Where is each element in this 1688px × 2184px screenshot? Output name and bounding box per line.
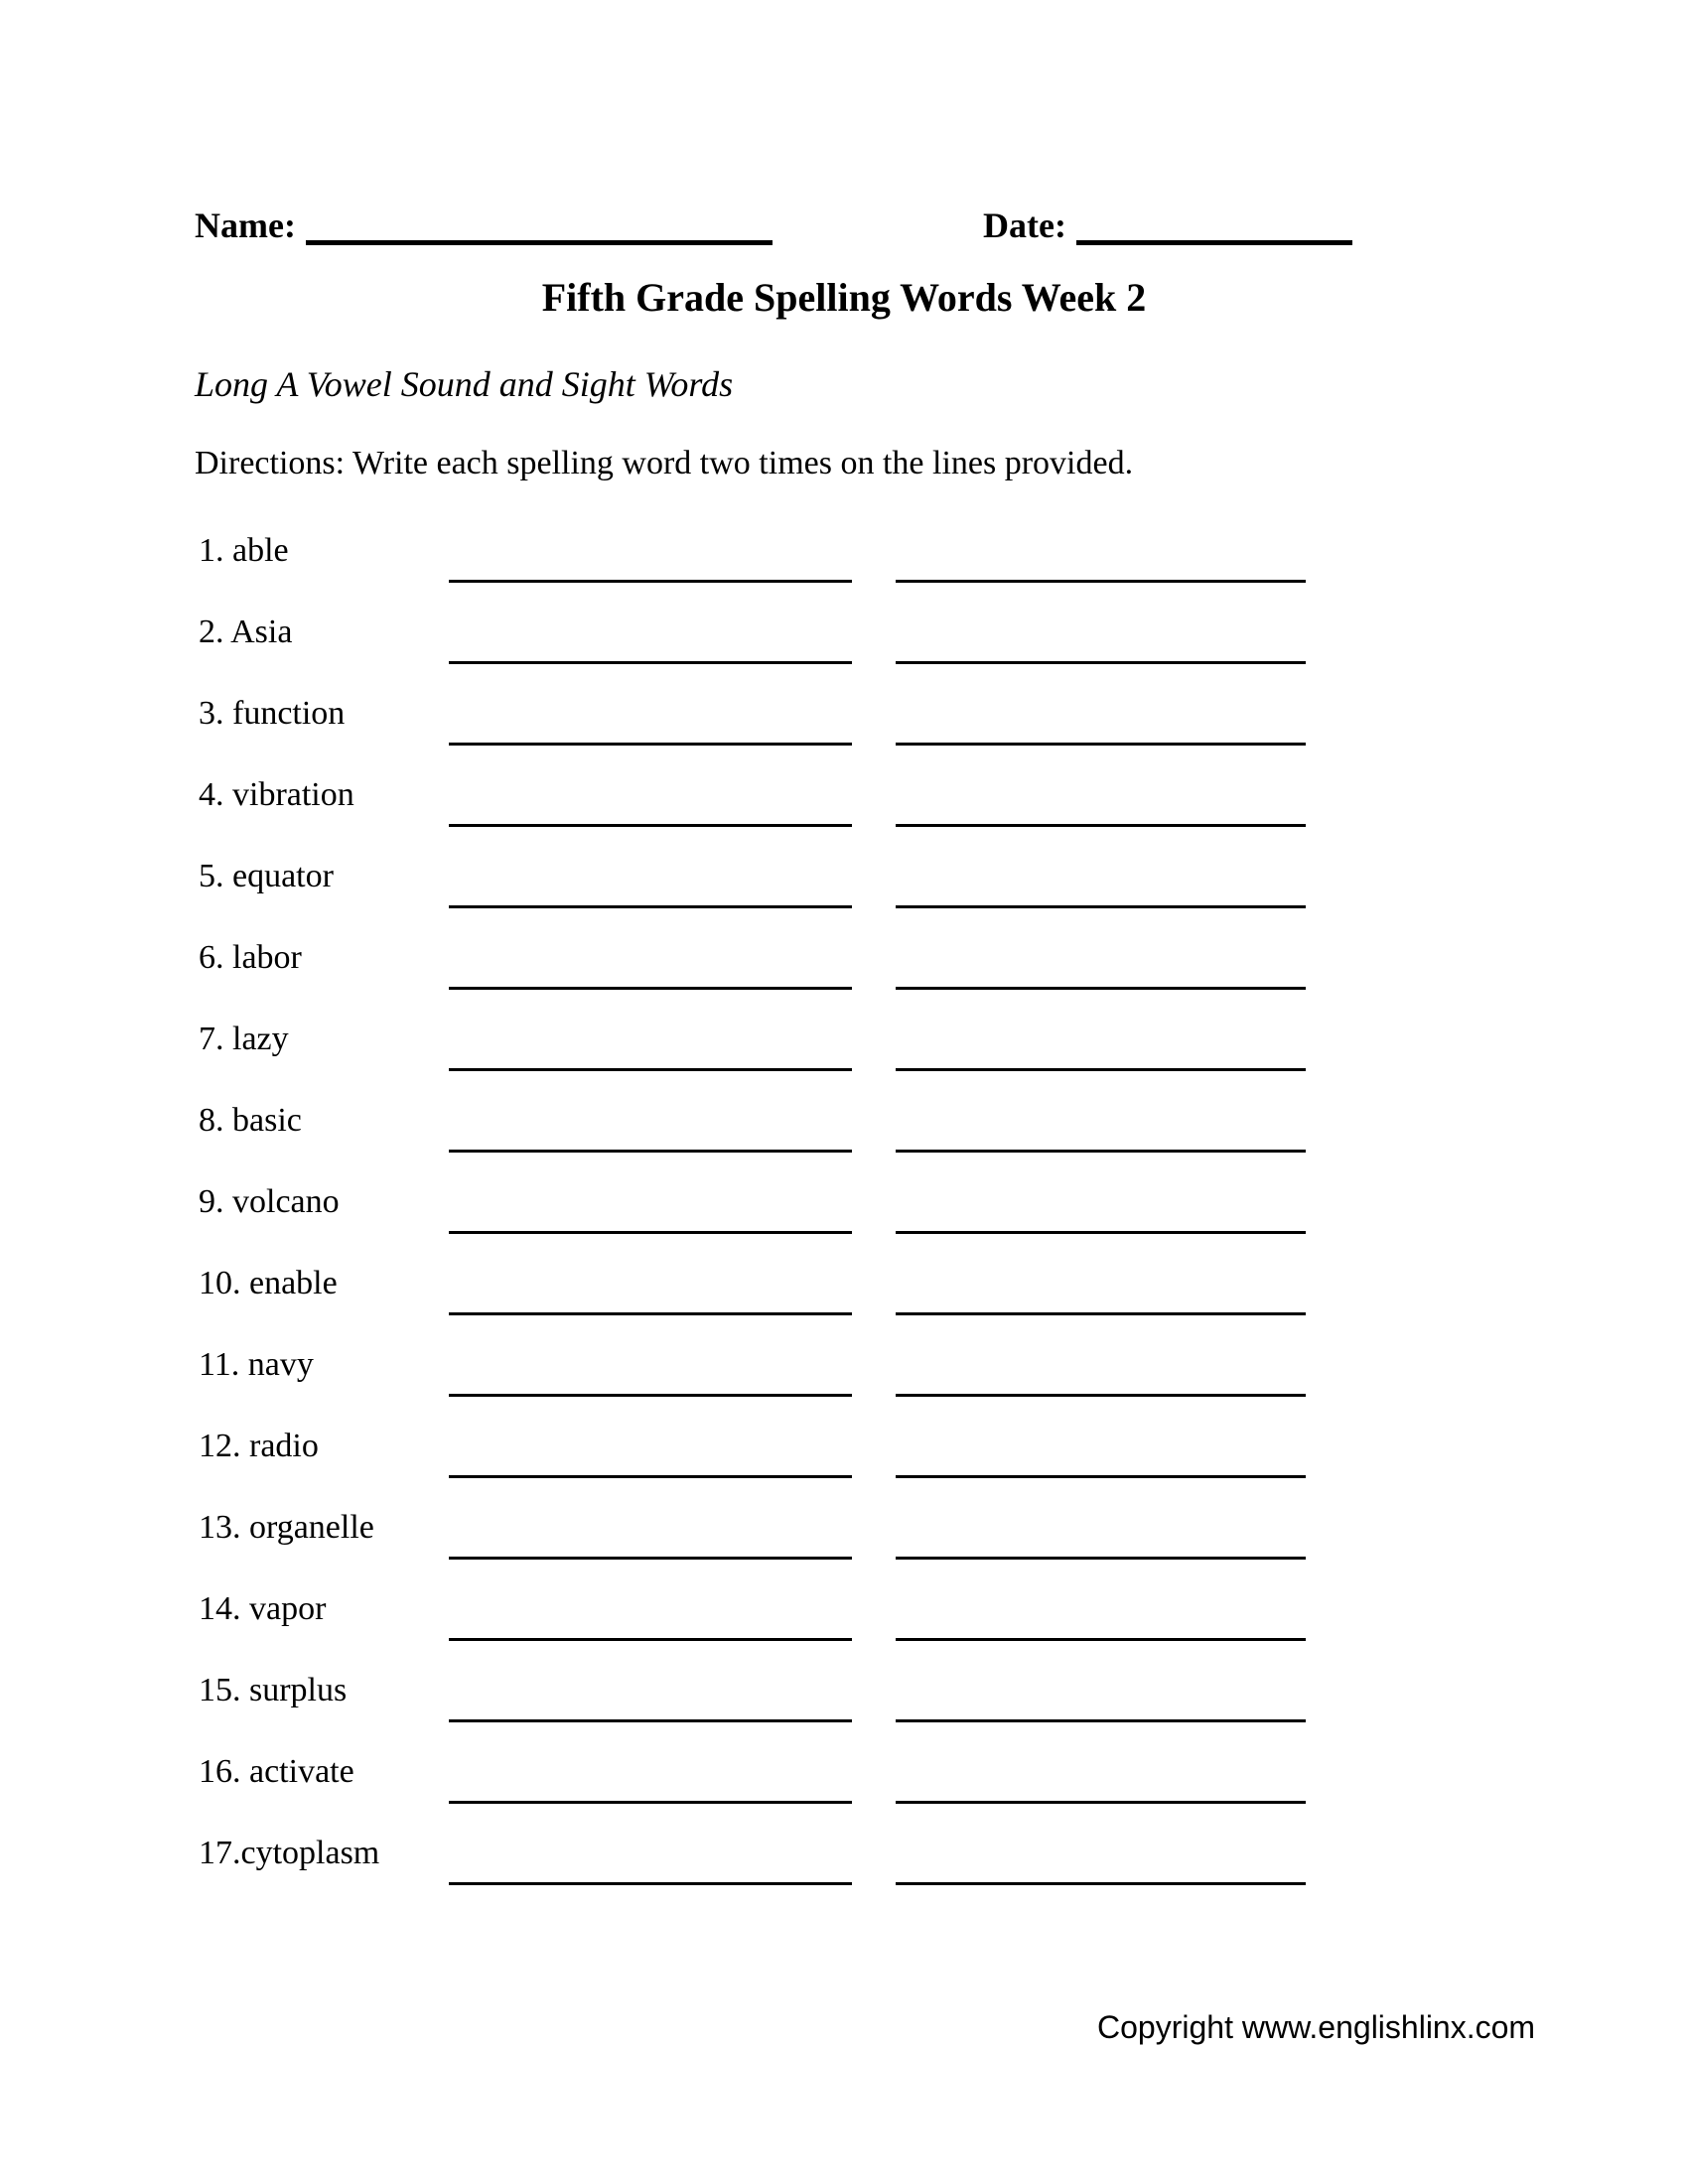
spelling-item-row bbox=[0, 1346, 1688, 1428]
writing-line-1[interactable] bbox=[449, 874, 852, 908]
spelling-word-label: 12. radio bbox=[199, 1428, 319, 1464]
spelling-word-label: 11. navy bbox=[199, 1346, 314, 1383]
spelling-word-label: 16. activate bbox=[199, 1753, 354, 1790]
writing-line-2[interactable] bbox=[896, 874, 1306, 908]
spelling-item-row bbox=[0, 695, 1688, 776]
writing-line-2[interactable] bbox=[896, 1525, 1306, 1560]
writing-line-2[interactable] bbox=[896, 1443, 1306, 1478]
page-title: Fifth Grade Spelling Words Week 2 bbox=[541, 275, 1147, 320]
spelling-item-row bbox=[0, 532, 1688, 614]
spelling-word-label: 4. vibration bbox=[199, 776, 354, 813]
spelling-word-label: 10. enable bbox=[199, 1265, 338, 1301]
spelling-word-label: 9. volcano bbox=[199, 1183, 340, 1220]
spelling-item-row bbox=[0, 1590, 1688, 1672]
writing-line-1[interactable] bbox=[449, 1281, 852, 1315]
writing-line-1[interactable] bbox=[449, 711, 852, 746]
writing-line-1[interactable] bbox=[449, 1443, 852, 1478]
writing-line-1[interactable] bbox=[449, 1118, 852, 1153]
directions-text: Directions: Write each spelling word two times on the lines provided. bbox=[195, 445, 1134, 481]
writing-line-2[interactable] bbox=[896, 1199, 1306, 1234]
writing-line-1[interactable] bbox=[449, 1606, 852, 1641]
spelling-word-label: 8. basic bbox=[199, 1102, 302, 1139]
spelling-word-list bbox=[0, 532, 1688, 1916]
spelling-word-label: 6. labor bbox=[199, 939, 302, 976]
spelling-item-row bbox=[0, 1265, 1688, 1346]
writing-line-1[interactable] bbox=[449, 1362, 852, 1397]
writing-line-2[interactable] bbox=[896, 1688, 1306, 1722]
spelling-word-label: 13. organelle bbox=[199, 1509, 374, 1546]
writing-line-1[interactable] bbox=[449, 1036, 852, 1071]
date-field-group bbox=[983, 197, 1352, 246]
spelling-item-row bbox=[0, 1102, 1688, 1183]
writing-line-1[interactable] bbox=[449, 548, 852, 583]
writing-line-2[interactable] bbox=[896, 1850, 1306, 1885]
spelling-item-row bbox=[0, 614, 1688, 695]
writing-line-2[interactable] bbox=[896, 1281, 1306, 1315]
spelling-word-label: 7. lazy bbox=[199, 1021, 289, 1057]
header-row bbox=[0, 197, 1688, 256]
spelling-word-label: 14. vapor bbox=[199, 1590, 327, 1627]
spelling-item-row bbox=[0, 858, 1688, 939]
spelling-word-label: 2. Asia bbox=[199, 614, 293, 650]
name-blank-line[interactable] bbox=[306, 205, 773, 245]
spelling-item-row bbox=[0, 1183, 1688, 1265]
writing-line-1[interactable] bbox=[449, 1199, 852, 1234]
writing-line-2[interactable] bbox=[896, 1036, 1306, 1071]
writing-line-2[interactable] bbox=[896, 1769, 1306, 1804]
spelling-item-row bbox=[0, 1672, 1688, 1753]
lesson-subtitle: Long A Vowel Sound and Sight Words bbox=[195, 364, 734, 404]
writing-line-2[interactable] bbox=[896, 1362, 1306, 1397]
writing-line-1[interactable] bbox=[449, 955, 852, 990]
spelling-word-label: 3. function bbox=[199, 695, 346, 732]
spelling-item-row bbox=[0, 1835, 1688, 1916]
writing-line-1[interactable] bbox=[449, 629, 852, 664]
name-field-group bbox=[195, 197, 773, 246]
spelling-word-label: 15. surplus bbox=[199, 1672, 348, 1708]
writing-line-1[interactable] bbox=[449, 792, 852, 827]
writing-line-2[interactable] bbox=[896, 711, 1306, 746]
spelling-item-row bbox=[0, 939, 1688, 1021]
spelling-word-label: 17.cytoplasm bbox=[199, 1835, 380, 1871]
writing-line-1[interactable] bbox=[449, 1850, 852, 1885]
writing-line-2[interactable] bbox=[896, 955, 1306, 990]
writing-line-2[interactable] bbox=[896, 1606, 1306, 1641]
writing-line-2[interactable] bbox=[896, 792, 1306, 827]
copyright-text: Copyright www.englishlinx.com bbox=[1097, 2009, 1536, 2045]
spelling-item-row bbox=[0, 1428, 1688, 1509]
spelling-item-row bbox=[0, 1509, 1688, 1590]
name-label: Name: bbox=[195, 205, 296, 245]
date-blank-line[interactable] bbox=[1076, 205, 1352, 245]
date-label: Date: bbox=[983, 205, 1066, 245]
spelling-item-row bbox=[0, 776, 1688, 858]
writing-line-1[interactable] bbox=[449, 1769, 852, 1804]
spelling-word-label: 1. able bbox=[199, 532, 289, 569]
writing-line-1[interactable] bbox=[449, 1525, 852, 1560]
writing-line-1[interactable] bbox=[449, 1688, 852, 1722]
writing-line-2[interactable] bbox=[896, 548, 1306, 583]
spelling-item-row bbox=[0, 1753, 1688, 1835]
writing-line-2[interactable] bbox=[896, 1118, 1306, 1153]
spelling-item-row bbox=[0, 1021, 1688, 1102]
spelling-word-label: 5. equator bbox=[199, 858, 334, 894]
writing-line-2[interactable] bbox=[896, 629, 1306, 664]
